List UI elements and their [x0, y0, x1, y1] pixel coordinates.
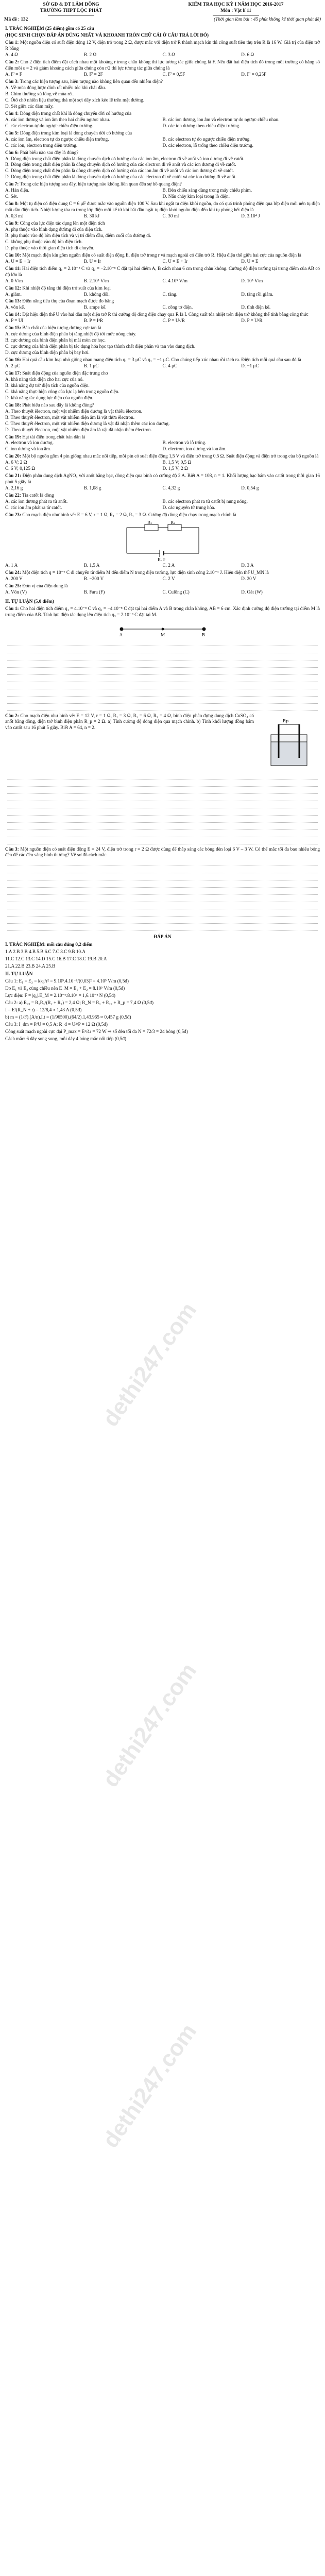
answer-options	[5, 85, 320, 110]
solution-line: Câu 2: a) R₂₃ = R₂R₃/(R₂ + R₃) = 2,4 Ω; R_N = R₁ + R₂₃ + R_p = 7,4 Ω (0,5đ)	[5, 1000, 154, 1005]
answer-option[interactable]: C. công tơ điện.	[162, 304, 193, 310]
school-name: TRƯỜNG THPT LỘC PHÁT	[40, 8, 102, 13]
answer-option[interactable]: D. Oát (W)	[241, 589, 263, 595]
question-item	[5, 266, 320, 278]
answer-option[interactable]: C. các electron tự do ngược chiều điện trường.	[5, 123, 94, 128]
answer-options	[5, 576, 320, 582]
answer-option[interactable]: D. 3 A	[241, 562, 254, 568]
question-list	[5, 40, 320, 595]
question-text: Điện năng tiêu thụ của đoạn mạch được đo bằng	[22, 298, 114, 304]
exam-title: KIỂM TRA HỌC KỲ I NĂM HỌC 2016-2017	[188, 2, 284, 7]
answer-option[interactable]: A. 2 μC	[5, 363, 21, 369]
answer-option[interactable]: B. −200 V	[83, 575, 104, 581]
question-item	[5, 473, 320, 485]
answer-option[interactable]: D. các nguyên tử trung hòa.	[162, 504, 215, 510]
answer-option[interactable]: B. Đèn chiếu sáng dùng trong máy chiếu phim.	[162, 188, 252, 193]
answer-options	[5, 227, 320, 251]
essay-number: Câu 3:	[5, 846, 19, 852]
answer-option[interactable]: C. Culông (C)	[162, 589, 190, 595]
answer-option[interactable]: A. 2,16 g	[5, 485, 23, 491]
electrolysis-diagram	[258, 714, 320, 771]
question-number: Câu 19:	[5, 434, 21, 439]
answer-option[interactable]: D. các ion dương theo chiều điện trường.	[162, 123, 241, 128]
question-number: Câu 22:	[5, 493, 21, 498]
answer-option[interactable]: B. ampe kế.	[83, 304, 107, 310]
question-number: Câu 2:	[5, 59, 19, 65]
answer-options	[5, 409, 320, 433]
answer-option[interactable]: C. 6 V; 0,125 Ω	[5, 466, 36, 471]
answer-option[interactable]: D. tĩnh điện kế.	[241, 304, 271, 310]
answer-options	[5, 377, 320, 401]
answer-option[interactable]: B. 1 μC	[83, 363, 99, 369]
answer-option[interactable]: D. cực dương của bình điện phân bị bay hơi.	[5, 350, 90, 355]
question-text: Đơn vị của điện dung là	[22, 583, 68, 588]
question-text: Hai quả cầu kim loại nhỏ giống nhau mang điện tích q₁ = 3 μC và q₂ = −1 μC. Cho chúng tiếp xúc nhau rồi tách ra. Điện tích mỗi quả cầu sau đó là	[22, 357, 301, 363]
answer-key-row: 21.A 22.B 23.B 24.A 25.B	[5, 963, 56, 969]
solution-line: Cách mắc: 6 dãy song song, mỗi dãy 4 bóng mắc nối tiếp (0,5đ)	[5, 1036, 127, 1041]
part1-title: I. TRẮC NGHIỆM (25 điểm) gồm có 25 câu	[5, 26, 94, 31]
solution-line: b) m = (1/F).(A/n).I.t = (1/96500).(64/2).1,43.965 ≈ 0,457 g (0,5đ)	[5, 1014, 131, 1020]
answer-options	[5, 563, 320, 569]
answer-option[interactable]: C. 4 μC	[162, 363, 178, 369]
answer-title: ĐÁP ÁN	[153, 934, 172, 940]
time-note: (Thời gian làm bài : 45 phút không kể thời gian phát đề)	[214, 16, 321, 22]
exam-code: Mã đề : 132	[4, 16, 28, 22]
answer-option[interactable]: D. các electron, lỗ trống theo chiều điện trường.	[162, 142, 253, 148]
question-number: Câu 9:	[5, 221, 19, 226]
answer-option[interactable]: B. 1,5 V; 0,5 Ω	[162, 460, 192, 465]
answer-option[interactable]: C. Theo thuyết êlectron, một vật nhiễm điện dương là vật đã nhận thêm các ion dương.	[5, 420, 170, 426]
question-text: Suất điện động của nguồn điện đặc trưng cho	[22, 370, 108, 376]
question-item	[5, 453, 320, 460]
question-item	[5, 111, 320, 117]
essay-item	[5, 846, 320, 859]
essay-number: Câu 2:	[5, 713, 19, 718]
solution-line: Công suất mạch ngoài cực đại P_max = E²/4r = 72 W ⇒ số đèn tối đa N = 72/3 = 24 bóng (0,5đ)	[5, 1028, 188, 1034]
answer-option[interactable]: C. các ion âm phát ra từ catốt.	[5, 504, 62, 510]
question-item	[5, 583, 320, 589]
answer-option[interactable]: A. F' = F	[5, 72, 22, 77]
essay-text: Cho mạch điện như hình vẽ: E = 12 V, r = 1 Ω, R₁ = 3 Ω, R₂ = 6 Ω, R₃ = 4 Ω, bình điện phân đựng dung dịch CuSO₄ có anốt bằng đồng, điện trở bình điện phân R_p = 2 Ω. a) Tính cường độ dòng điện qua mạch chính. b) Tính khối lượng đồng bám vào catốt sau 16 phút 5 giây. Biết A = 64, n = 2.	[5, 713, 254, 731]
answer-option[interactable]: C. 30 mJ	[162, 213, 180, 219]
question-number: Câu 16:	[5, 357, 21, 363]
answer-option[interactable]: A. U = E − Ir	[5, 258, 31, 264]
answer-option[interactable]: A. phụ thuộc vào hình dạng đường đi của điện tích.	[5, 227, 102, 232]
answer-option[interactable]: A. 0,3 mJ	[5, 213, 24, 219]
answer-option[interactable]: A. Về mùa đông lược dính rất nhiều tóc khi chải đầu.	[5, 85, 106, 91]
exam-code-row	[0, 15, 325, 24]
part2-title: II. TỰ LUẬN (5,0 điểm)	[5, 598, 54, 604]
question-text: Phát biểu nào sau đây là đúng?	[20, 149, 79, 155]
solution-line: Lực điện: F = |q₃|.E_M = 2.10⁻⁹.8.10⁵ = 1,6.10⁻³ N (0,5đ)	[5, 993, 115, 998]
answer-option[interactable]: A. 1 A	[5, 562, 18, 568]
answer-option[interactable]: A. các ion dương và ion âm theo hai chiều ngược nhau.	[5, 116, 110, 122]
question-number: Câu 13:	[5, 298, 21, 304]
question-text: Một nguồn điện có suất điện động 12 V, điện trở trong 2 Ω, được mắc với điện trở R thành mạch kín thì công suất tiêu thụ trên R là 16 W. Giá trị của điện trở R bằng	[5, 40, 320, 52]
answer-option[interactable]: B. các electron phát ra từ catốt bị nung nóng.	[162, 499, 248, 504]
answer-option[interactable]: A. 200 V	[5, 575, 23, 581]
answer-option[interactable]: D. khả năng tác dụng lực điện của nguồn điện.	[5, 395, 94, 400]
answer-space[interactable]	[5, 640, 320, 711]
solution-line: Câu 3: I_đm = P/U = 0,5 A; R_đ = U²/P = 12 Ω (0,5đ)	[5, 1021, 108, 1027]
answer-options	[5, 499, 320, 511]
answer-option[interactable]: A. P = UI	[5, 318, 24, 324]
answer-option[interactable]: B. các electron tự do ngược chiều điện trường.	[162, 136, 251, 142]
answer-option[interactable]: C. Sét.	[5, 194, 18, 199]
answer-option[interactable]: D. 20 V	[241, 575, 256, 581]
answer-option[interactable]: D. Dòng điện trong chất điện phân là dòng chuyển dịch có hướng của các electron đi về catốt và các ion dương đi về anốt.	[5, 174, 237, 180]
answer-option[interactable]: C. tăng.	[162, 291, 178, 297]
question-text: Điện phân dung dịch AgNO₃ với anốt bằng bạc, dòng điện qua bình có cường độ 2 A. Biết A = 108, n = 1. Khối lượng bạc bám vào catốt trong thời gian 16 phút 5 giây là	[5, 473, 320, 485]
answer-options	[5, 52, 320, 58]
answer-option[interactable]: C. các ion, electron trong điện trường.	[5, 142, 78, 148]
answer-option[interactable]: A. Vôn (V)	[5, 589, 27, 595]
answer-option[interactable]: B. 1,08 g	[83, 485, 101, 491]
answer-option[interactable]: B. 2 Ω	[83, 52, 97, 58]
answer-option[interactable]: A. vôn kế.	[5, 304, 25, 310]
answer-options	[5, 589, 320, 596]
answer-option[interactable]: D. 1,5 V; 2 Ω	[162, 466, 188, 471]
question-number: Câu 24:	[5, 569, 21, 575]
answer-option[interactable]: C. 3 Ω	[162, 52, 175, 58]
question-number: Câu 21:	[5, 473, 22, 479]
answer-option[interactable]: D. 10⁵ V/m	[241, 278, 263, 283]
answer-option[interactable]: D. Theo thuyết êlectron, một vật nhiễm điện âm là vật đã nhận thêm êlectron.	[5, 427, 152, 432]
answer-options	[5, 331, 320, 356]
answer-options	[5, 188, 320, 200]
answer-option[interactable]: A. 6 V; 2 Ω	[5, 460, 27, 465]
essay-number: Câu 1:	[5, 605, 19, 611]
part1-instruction: (HỌC SINH CHỌN ĐÁP ÁN ĐÚNG NHẤT VÀ KHOANH TRÒN CHỮ CÁI Ở CÂU TRẢ LỜI ĐÓ)	[5, 32, 209, 38]
question-text: Dòng điện trong chất khí là dòng chuyển dời có hướng của	[20, 110, 132, 116]
answer-option[interactable]: C. 4,32 g	[162, 485, 180, 491]
answer-options	[5, 363, 320, 369]
question-text: Đặt hiệu điện thế U vào hai đầu một điện trở R thì cường độ dòng điện chạy qua R là I. Công suất tỏa nhiệt trên điện trở không thể tính bằng công thức	[22, 312, 309, 317]
question-text: Một điện tích q = 10⁻⁶ C di chuyển từ điểm M đến điểm N trong điện trường, lực điện sinh công 2.10⁻⁴ J. Hiệu điện thế U_MN là	[22, 569, 269, 575]
answer-option[interactable]: D. electron, ion dương và ion âm.	[162, 446, 227, 452]
answer-options	[5, 72, 320, 78]
question-text: Bản chất của hiện tượng dương cực tan là	[22, 325, 101, 331]
label-r2: R₂	[170, 520, 175, 525]
answer-space[interactable]	[5, 774, 320, 844]
answer-option[interactable]: C. F' = 0,5F	[162, 72, 185, 77]
circuit-diagram	[116, 520, 209, 561]
question-item	[5, 150, 320, 156]
answer-option[interactable]: C. cực dương của bình điện phân bị tác dụng hóa học tạo thành chất điện phân và tan vào dung dịch.	[5, 344, 196, 349]
answer-option[interactable]: D. Sét giữa các đám mây.	[5, 103, 54, 109]
answer-option[interactable]: C. 4.10⁵ V/m	[162, 278, 187, 283]
answer-option[interactable]: B. các ion dương, ion âm và electron tự do ngược chiều nhau.	[162, 116, 280, 122]
answer-rows	[5, 949, 320, 970]
answer-option[interactable]: A. Hàn điện.	[5, 188, 29, 193]
solution-line: Do E₁ và E₂ cùng chiều nên E_M = E₁ + E₂ = 8.10⁵ V/m (0,5đ)	[5, 986, 125, 991]
question-number: Câu 25:	[5, 583, 21, 588]
essay-item	[5, 713, 320, 732]
question-item	[5, 40, 320, 52]
question-number: Câu 23:	[5, 512, 21, 517]
question-item	[5, 221, 320, 227]
question-number: Câu 1:	[5, 40, 19, 45]
answer-option[interactable]: B. không đổi.	[83, 291, 110, 297]
question-text: Trong các hiện tượng sau đây, hiện tượng nào không liên quan đến sự hồ quang điện?	[20, 181, 182, 187]
question-text: Một mạch điện kín gồm nguồn điện có suất điện động E, điện trở trong r và mạch ngoài có điện trở R. Hiệu điện thế giữa hai cực của nguồn điện là	[22, 252, 301, 258]
answer-options	[5, 460, 320, 472]
question-item	[5, 370, 320, 377]
question-item	[5, 312, 320, 318]
school-info	[4, 2, 138, 15]
answer-option[interactable]: C. 2 V	[162, 575, 175, 581]
watermark: dethi247.com dethi247.com dethi247.com	[97, 1298, 202, 2153]
label-b: B	[201, 632, 205, 637]
answer-option[interactable]: D. tăng rồi giảm.	[241, 291, 273, 297]
answer-option[interactable]: A. Theo thuyết êlectron, một vật nhiễm điện dương là vật thiếu êlectron.	[5, 408, 143, 414]
answer-option[interactable]: A. cực dương của bình điện phân bị tăng nhiệt độ tới mức nóng chảy.	[5, 331, 136, 337]
answer-option[interactable]: C. U = E + Ir	[162, 258, 188, 264]
answer-option[interactable]: D. Nấu chảy kim loại trong lò điện.	[162, 194, 230, 199]
answer-option[interactable]: B. cực dương của bình điện phân bị mài mòn cơ học.	[5, 337, 106, 343]
question-number: Câu 8:	[5, 201, 19, 207]
answer-option[interactable]: D. 0,54 g	[241, 485, 259, 491]
answer-option[interactable]: A. 4 Ω	[5, 52, 18, 58]
question-number: Câu 6:	[5, 149, 19, 155]
answer-option[interactable]: B. 30 kJ	[83, 213, 100, 219]
answer-option[interactable]: D. P = U²R	[241, 318, 263, 324]
answer-options	[5, 156, 320, 181]
answer-part2: II. TỰ LUẬN	[5, 971, 33, 977]
answer-option[interactable]: C. Ôtô chở nhiên liệu thường thả một sợi dây xích kéo lê trên mặt đường.	[5, 97, 145, 103]
question-number: Câu 18:	[5, 402, 21, 408]
label-r1: R₁	[147, 520, 152, 525]
question-text: Hai điện tích điểm q₁ = 2.10⁻⁸ C và q₂ = −2.10⁻⁸ C đặt tại hai điểm A, B cách nhau 6 cm trong chân không. Cường độ điện trường tại trung điểm của AB có độ lớn là	[5, 265, 320, 277]
answer-options	[5, 292, 320, 298]
department-name: SỞ GD & ĐT LÂM ĐỒNG	[43, 2, 99, 7]
question-number: Câu 5:	[5, 130, 19, 135]
question-number: Câu 3:	[5, 79, 19, 84]
answer-options	[5, 440, 320, 452]
answer-option[interactable]: D. phụ thuộc vào thời gian điện tích di chuyển.	[5, 245, 95, 250]
answer-option[interactable]: D. −1 μC	[241, 363, 259, 369]
question-number: Câu 12:	[5, 285, 21, 291]
answer-option[interactable]: A. electron và ion dương.	[5, 440, 54, 446]
answer-part1: I. TRẮC NGHIỆM: mỗi câu đúng 0,2 điểm	[5, 942, 93, 947]
charges-diagram	[111, 620, 214, 638]
question-text: Một bộ nguồn gồm 4 pin giống nhau mắc nối tiếp, mỗi pin có suất điện động 1,5 V và điện trở trong 0,5 Ω. Suất điện động và điện trở trong của bộ nguồn là	[22, 453, 319, 459]
question-text: Một tụ điện có điện dung C = 6 μF được mắc vào nguồn điện 100 V. Sau khi ngắt tụ điện khỏi nguồn, do có quá trình phóng điện qua lớp điện môi nên tụ điện mất dần điện tích. Nhiệt lượng tỏa ra trong lớp điện môi kể từ khi bắt đầu ngắt tụ điện khỏi nguồn điện đến khi tụ phóng hết điện là	[5, 201, 320, 213]
question-item	[5, 402, 320, 409]
question-text: Công của lực điện tác dụng lên một điện tích	[20, 221, 105, 226]
question-text: Hạt tải điện trong chất bán dẫn là	[22, 434, 85, 439]
answer-option[interactable]: A. các ion âm, electron tự do ngược chiều điện trường.	[5, 136, 109, 142]
answer-options	[5, 213, 320, 219]
question-number: Câu 14:	[5, 312, 21, 317]
answer-option[interactable]: D. 3.10⁴ J	[241, 213, 260, 219]
label-a: A	[119, 632, 123, 637]
question-item	[5, 434, 320, 440]
answer-option[interactable]: B. P = I²R	[83, 318, 103, 324]
question-text: Cho mạch điện như hình vẽ: E = 6 V, r = 1 Ω, R₁ = 2 Ω, R₂ = 3 Ω. Cường độ dòng điện chạy trong mạch chính là	[22, 512, 236, 517]
answer-key-row: 1.A 2.B 3.B 4.B 5.B 6.C 7.C 8.C 9.B 10.A	[5, 949, 85, 955]
question-item	[5, 298, 320, 304]
answer-option[interactable]: A. Dòng điện trong chất điện phân là dòng chuyển dịch có hướng của các ion âm, electron đi về anốt và ion dương đi về catốt.	[5, 156, 245, 161]
question-number: Câu 4:	[5, 110, 19, 116]
exam-header	[0, 0, 325, 15]
solution-line: Câu 1: E₁ = E₂ = k|q|/r² = 9.10⁹.4.10⁻⁸/(0,03)² = 4.10⁵ V/m (0,5đ)	[5, 978, 129, 984]
answer-option[interactable]: B. Fara (F)	[83, 589, 105, 595]
question-text: Khi nhiệt độ tăng thì điện trở suất của kim loại	[22, 285, 111, 291]
question-text: Trong các hiện tượng sau, hiện tượng nào không liên quan đến nhiễm điện?	[20, 79, 163, 84]
question-item	[5, 512, 320, 518]
question-text: Tia catốt là dòng	[22, 493, 54, 498]
solution-line: I = E/(R_N + r) = 12/8,4 ≈ 1,43 A (0,5đ)	[5, 1007, 82, 1012]
question-item	[5, 357, 320, 363]
question-item	[5, 201, 320, 213]
essay-text: Một nguồn điện có suất điện động E = 24 V, điện trở trong r = 2 Ω được dùng để thắp sáng các bóng đèn loại 6 V – 3 W. Có thể mắc tối đa bao nhiêu bóng đèn để các đèn sáng bình thường? Vẽ sơ đồ cách mắc.	[5, 846, 320, 858]
label-rp: Rp	[283, 718, 289, 723]
label-m: M	[160, 632, 165, 637]
answer-options	[5, 304, 320, 311]
answer-option[interactable]: D. F' = 0,25F	[241, 72, 267, 77]
solution-list	[5, 978, 320, 1042]
answer-option[interactable]: C. ion dương và ion âm.	[5, 446, 52, 452]
answer-option[interactable]: C. 2 A	[162, 562, 175, 568]
question-item	[5, 570, 320, 576]
answer-option[interactable]: A. giảm.	[5, 291, 22, 297]
answer-option[interactable]: B. Chim thường xù lông về mùa rét.	[5, 91, 74, 96]
question-item	[5, 79, 320, 85]
question-number: Câu 10:	[5, 252, 21, 258]
answer-option[interactable]: A. 0 V/m	[5, 278, 23, 283]
question-text: Dòng điện trong kim loại là dòng chuyển dời có hướng của	[20, 130, 132, 135]
question-item	[5, 59, 320, 72]
question-text: Phát biểu nào sau đây là không đúng?	[22, 402, 94, 408]
answer-option[interactable]: C. không phụ thuộc vào độ lớn điện tích.	[5, 239, 83, 244]
answer-option[interactable]: C. P = U²/R	[162, 318, 185, 324]
subject-name: Môn : Vật lí 11	[220, 8, 251, 13]
answer-option[interactable]: B. 1,5 A	[83, 562, 100, 568]
label-source: E, r	[157, 557, 165, 561]
answer-option[interactable]: B. 2.10⁵ V/m	[83, 278, 109, 283]
answer-options	[5, 137, 320, 149]
answer-options	[5, 117, 320, 129]
answer-option[interactable]: B. U = Ir	[83, 258, 101, 264]
essay-list	[5, 606, 320, 931]
question-number: Câu 20:	[5, 453, 21, 459]
question-text: Cho 2 điện tích điểm đặt cách nhau một khoảng r trong chân không thì lực tương tác giữa chúng là F. Nếu đặt hai điện tích đó trong môi trường có hằng số điện môi ε = 2 và giảm khoảng cách giữa chúng còn r/2 thì lực tương tác giữa chúng là	[5, 59, 320, 71]
answer-option[interactable]: A. khả năng tích điện cho hai cực của nó.	[5, 376, 84, 382]
answer-option[interactable]: B. khả năng dự trữ điện tích của nguồn điện.	[5, 382, 90, 388]
answer-options	[5, 318, 320, 324]
answer-option[interactable]: D. U = E	[241, 258, 259, 264]
question-item	[5, 493, 320, 499]
question-item	[5, 181, 320, 188]
question-number: Câu 15:	[5, 325, 21, 331]
exam-info	[151, 2, 321, 15]
answer-option[interactable]: B. Theo thuyết êlectron, một vật nhiễm điện âm là vật thừa êlectron.	[5, 414, 135, 420]
answer-option[interactable]: C. Dòng điện trong chất điện phân là dòng chuyển dịch có hướng của các ion âm đi về anốt và các ion dương đi về catốt.	[5, 168, 234, 174]
answer-options	[5, 259, 320, 265]
answer-space[interactable]	[5, 860, 320, 931]
answer-option[interactable]: B. electron và lỗ trống.	[162, 440, 207, 446]
answer-option[interactable]: B. Dòng điện trong chất điện phân là dòng chuyển dịch có hướng của các electron đi về anốt và các ion dương đi về catốt.	[5, 162, 236, 167]
answer-key-row: 11.C 12.C 13.C 14.D 15.C 16.B 17.C 18.C 19.B 20.A	[5, 956, 107, 962]
answer-options	[5, 485, 320, 492]
essay-item	[5, 606, 320, 618]
answer-options	[5, 278, 320, 284]
answer-option[interactable]: C. khả năng thực hiện công của lực lạ bên trong nguồn điện.	[5, 388, 119, 394]
question-number: Câu 11:	[5, 265, 21, 271]
question-item	[5, 130, 320, 137]
answer-option[interactable]: B. F' = 2F	[83, 72, 103, 77]
question-number: Câu 7:	[5, 181, 19, 187]
answer-option[interactable]: A. các ion dương phát ra từ anốt.	[5, 499, 68, 504]
question-item	[5, 325, 320, 331]
question-item	[5, 252, 320, 259]
answer-option[interactable]: B. phụ thuộc vào độ lớn điện tích và vị trí điểm đầu, điểm cuối của đường đi.	[5, 232, 151, 238]
question-item	[5, 285, 320, 292]
answer-option[interactable]: D. 6 Ω	[241, 52, 254, 58]
essay-text: Cho hai điện tích điểm q₁ = 4.10⁻⁸ C và q₂ = −4.10⁻⁸ C đặt tại hai điểm A và B trong chân không, AB = 6 cm. Xác định cường độ điện trường tại điểm M là trung điểm của AB. Tính lực điện tác dụng lên điện tích q₃ = 2.10⁻⁹ C đặt tại M.	[5, 605, 320, 617]
question-number: Câu 17:	[5, 370, 21, 376]
exam-content	[0, 23, 325, 1042]
